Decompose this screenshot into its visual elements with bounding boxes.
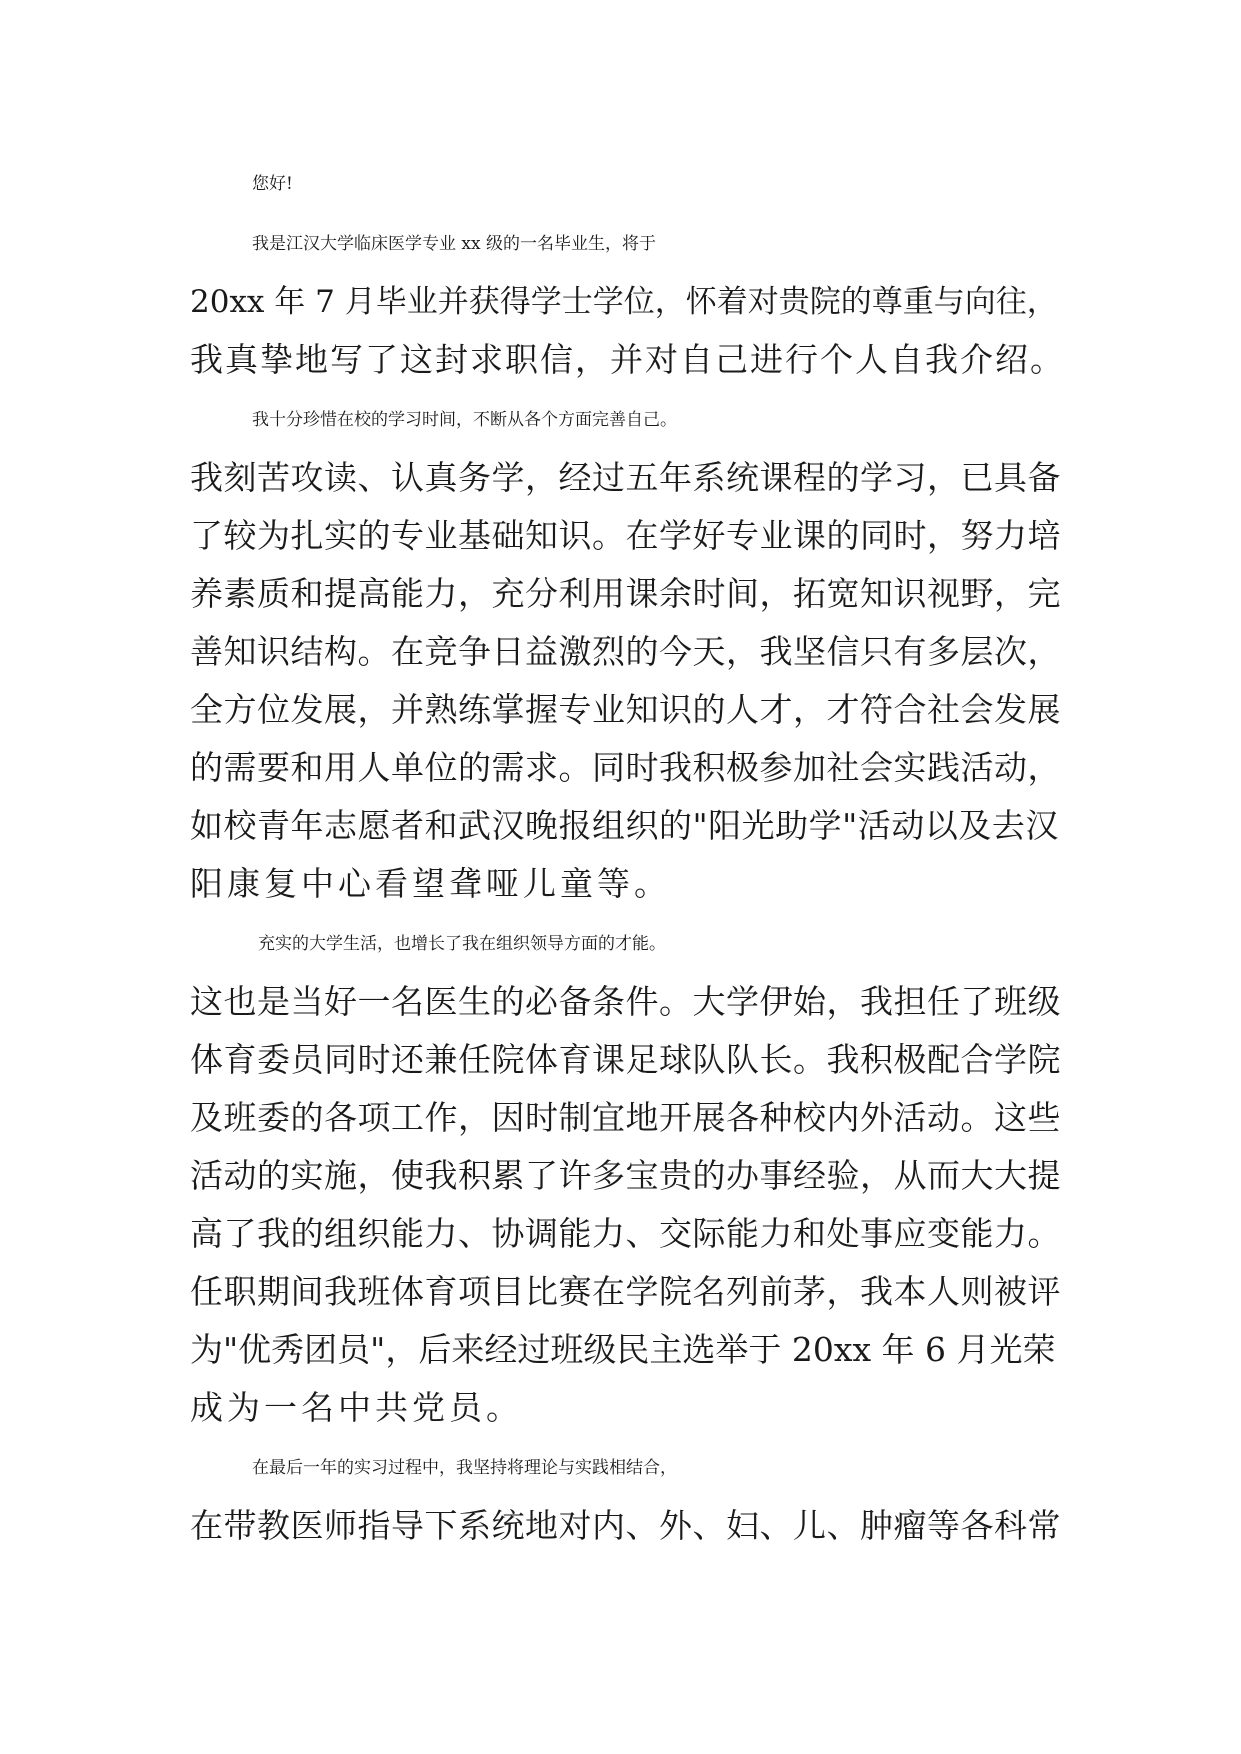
paragraph-line: 的需要和用人单位的需求。同时我积极参加社会实践活动， — [190, 748, 1061, 787]
paragraph-line: 成为一名中共党员。 — [190, 1388, 523, 1427]
paragraph-line: 在带教医师指导下系统地对内、外、妇、儿、肿瘤等各科常 — [190, 1506, 1061, 1545]
paragraph-line: 及班委的各项工作，因时制宜地开展各种校内外活动。这些 — [190, 1098, 1061, 1137]
paragraph-line: 20xx 年 7 月毕业并获得学士学位，怀着对贵院的尊重与向往， — [190, 284, 1058, 320]
paragraph-line: 我真挚地写了这封求职信，并对自己进行个人自我介绍。 — [190, 340, 1065, 379]
paragraph-line: 在最后一年的实习过程中，我坚持将理论与实践相结合， — [252, 1458, 677, 1478]
paragraph-line: 活动的实施，使我积累了许多宝贵的办事经验，从而大大提 — [190, 1156, 1061, 1195]
paragraph-line: 全方位发展，并熟练掌握专业知识的人才，才符合社会发展 — [190, 690, 1061, 729]
paragraph-line: 我十分珍惜在校的学习时间，不断从各个方面完善自己。 — [252, 410, 677, 430]
paragraph-line: 善知识结构。在竞争日益激烈的今天，我坚信只有多层次， — [190, 632, 1061, 671]
paragraph-line: 我是江汉大学临床医学专业 xx 级的一名毕业生，将于 — [252, 234, 656, 254]
paragraph-line: 养素质和提高能力，充分利用课余时间，拓宽知识视野，完 — [190, 574, 1061, 613]
paragraph-line: 了较为扎实的专业基础知识。在学好专业课的同时，努力培 — [190, 516, 1061, 555]
paragraph-line: 高了我的组织能力、协调能力、交际能力和处事应变能力。 — [190, 1214, 1061, 1253]
paragraph-line: 为"优秀团员"，后来经过班级民主选举于 20xx 年 6 月光荣 — [190, 1330, 1056, 1369]
paragraph-line: 这也是当好一名医生的必备条件。大学伊始，我担任了班级 — [190, 982, 1061, 1021]
paragraph-line: 充实的大学生活，也增长了我在组织领导方面的才能。 — [258, 934, 666, 954]
paragraph-line: 任职期间我班体育项目比赛在学院名列前茅，我本人则被评 — [190, 1272, 1061, 1311]
greeting: 您好! — [252, 174, 293, 194]
paragraph-line: 我刻苦攻读、认真务学，经过五年系统课程的学习，已具备 — [190, 458, 1061, 497]
paragraph-line: 阳康复中心看望聋哑儿童等。 — [190, 864, 671, 903]
paragraph-line: 如校青年志愿者和武汉晚报组织的"阳光助学"活动以及去汉 — [190, 806, 1059, 845]
paragraph-line: 体育委员同时还兼任院体育课足球队队长。我积极配合学院 — [190, 1040, 1061, 1079]
